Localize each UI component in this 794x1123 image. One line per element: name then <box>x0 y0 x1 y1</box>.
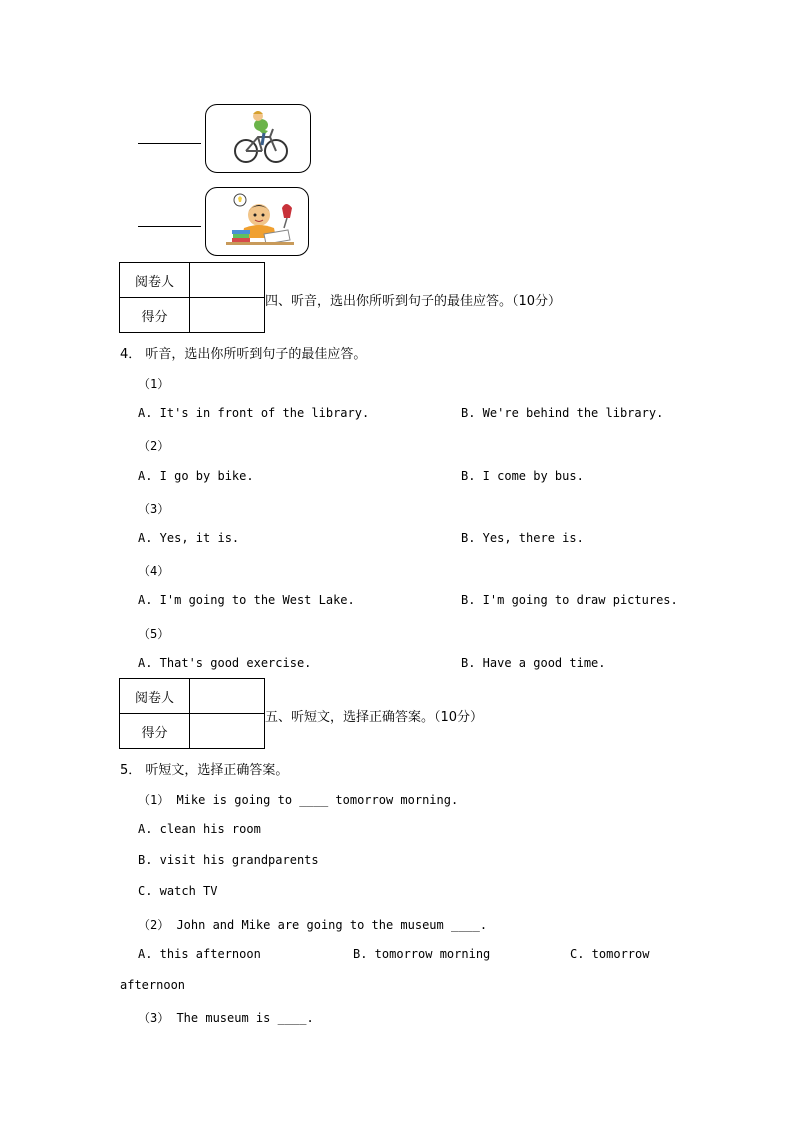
option-a[interactable]: A. It's in front of the library. <box>138 406 370 420</box>
score-cell[interactable] <box>190 714 265 749</box>
item-number: （3） <box>138 502 170 516</box>
question4-title: 4． 听音，选出你所听到句子的最佳应答。 <box>120 347 367 362</box>
option-c-continuation: afternoon <box>120 978 186 992</box>
item-number: （4） <box>138 564 170 578</box>
option-c[interactable]: C. watch TV <box>138 884 218 898</box>
section4-heading: 四、听音，选出你所听到句子的最佳应答。（10分） <box>265 294 562 309</box>
option-a[interactable]: A. I'm going to the West Lake. <box>138 593 355 607</box>
option-b[interactable]: B. tomorrow morning <box>353 947 491 961</box>
sub-question: （1） Mike is going to ____ tomorrow morning. <box>138 793 459 807</box>
answer-blank-line[interactable] <box>138 143 201 144</box>
picture-frame <box>205 187 309 256</box>
score-table <box>119 678 265 749</box>
boy-studying-at-desk-icon <box>206 188 308 255</box>
option-b[interactable]: B. Have a good time. <box>461 656 606 670</box>
answer-blank-line[interactable] <box>138 226 201 227</box>
option-b[interactable]: B. I'm going to draw pictures. <box>461 593 678 607</box>
score-label: 得分 <box>120 714 190 749</box>
question5-title: 5． 听短文，选择正确答案。 <box>120 763 289 778</box>
option-b[interactable]: B. We're behind the library. <box>461 406 664 420</box>
option-b[interactable]: B. Yes, there is. <box>461 531 584 545</box>
sub-question: （2） John and Mike are going to the museum ____. <box>138 918 488 932</box>
item-number: （2） <box>138 439 170 453</box>
grader-cell[interactable] <box>190 679 265 714</box>
item-number: （1） <box>138 377 170 391</box>
option-a[interactable]: A. this afternoon <box>138 947 261 961</box>
section5-heading: 五、听短文，选择正确答案。（10分） <box>265 710 484 725</box>
score-table <box>119 262 265 333</box>
item-number: （5） <box>138 627 170 641</box>
picture-frame <box>205 104 311 173</box>
boy-riding-bike-icon <box>206 105 310 172</box>
option-b[interactable]: B. I come by bus. <box>461 469 584 483</box>
grader-label: 阅卷人 <box>120 679 190 714</box>
option-a[interactable]: A. That's good exercise. <box>138 656 312 670</box>
option-a[interactable]: A. I go by bike. <box>138 469 254 483</box>
grader-label: 阅卷人 <box>120 263 190 298</box>
option-c[interactable]: C. tomorrow <box>570 947 650 961</box>
option-a[interactable]: A. clean his room <box>138 822 261 836</box>
grader-cell[interactable] <box>190 263 265 298</box>
score-label: 得分 <box>120 298 190 333</box>
option-a[interactable]: A. Yes, it is. <box>138 531 240 545</box>
score-cell[interactable] <box>190 298 265 333</box>
sub-question: （3） The museum is ____. <box>138 1011 314 1025</box>
option-b[interactable]: B. visit his grandparents <box>138 853 319 867</box>
